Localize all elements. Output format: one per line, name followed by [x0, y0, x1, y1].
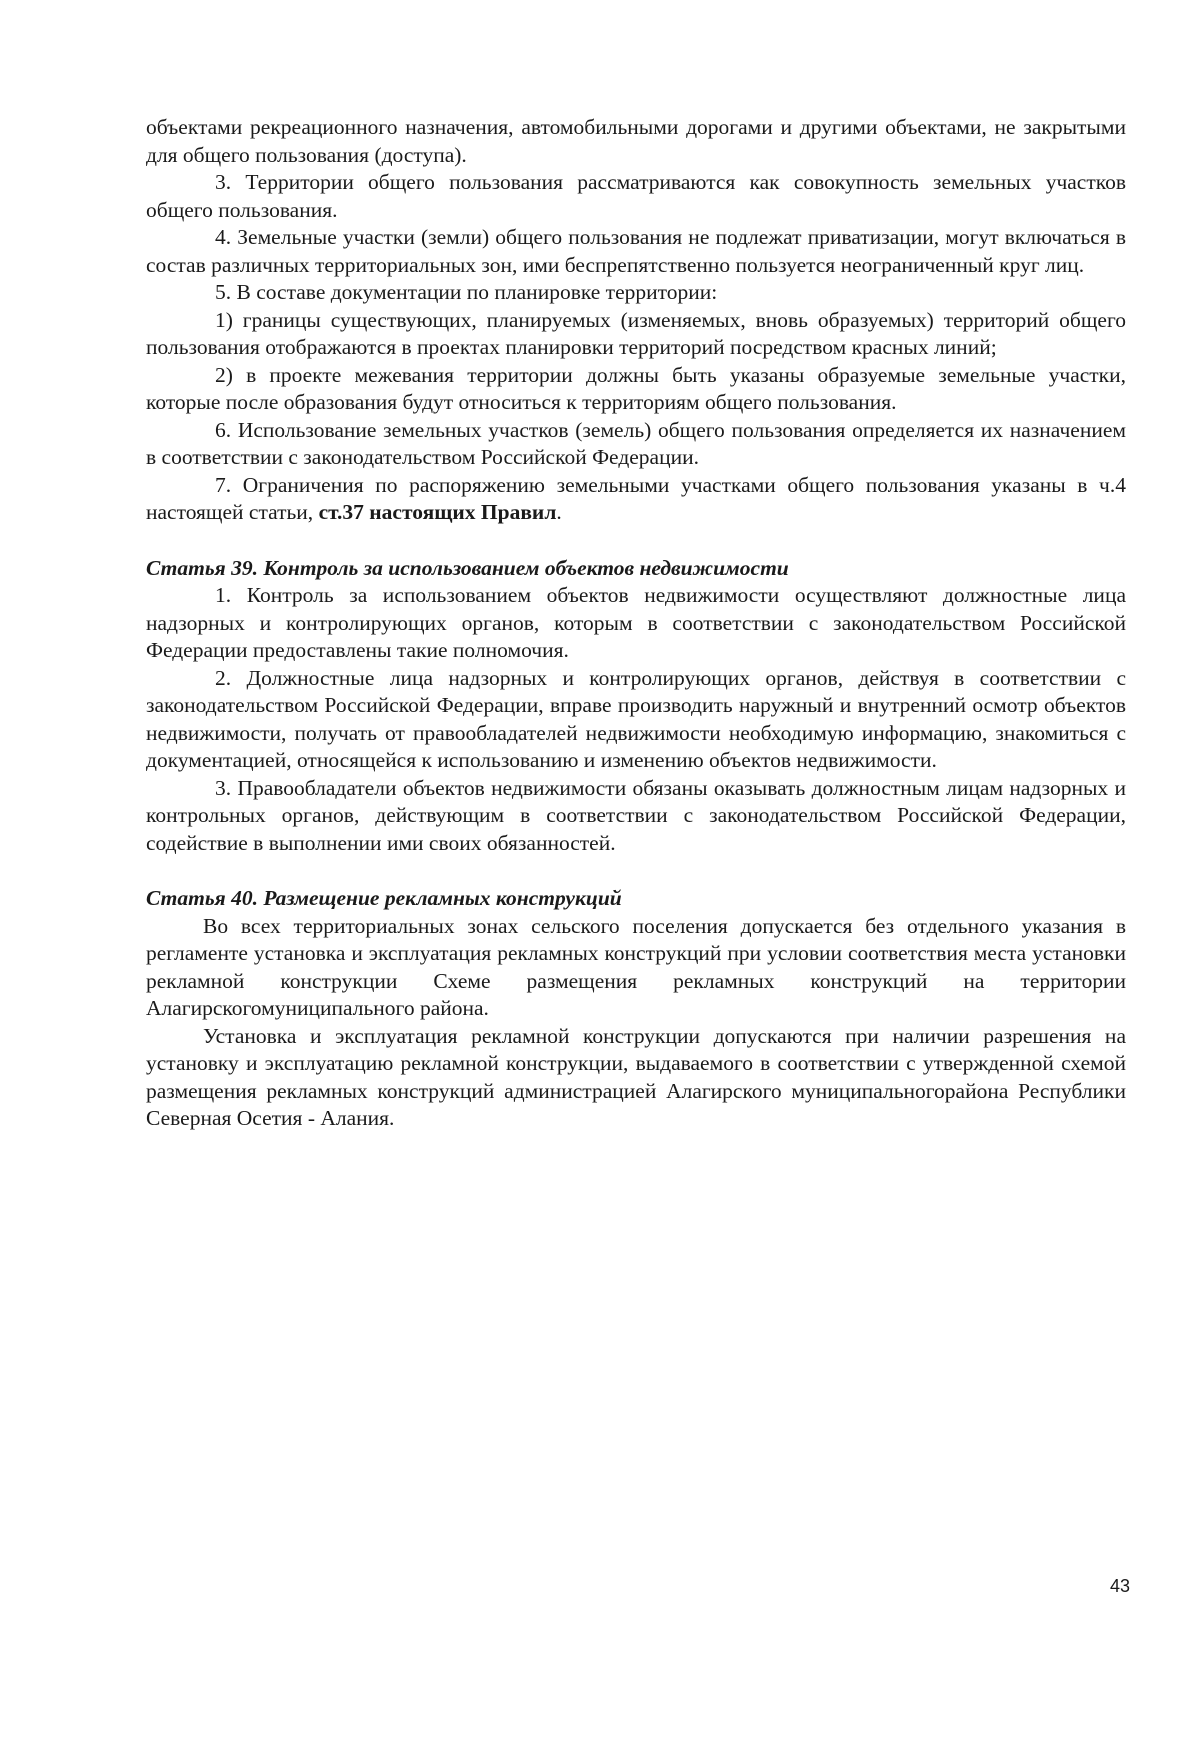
paragraph-subitem-1: 1) границы существующих, планируемых (изменяемых, вновь образуемых) территорий общего пользования отображаются в проектах планировки территорий посредством красных линий;: [146, 307, 1126, 359]
paragraph-continuation: объектами рекреационного назначения, автомобильными дорогами и другими объектами, не закрытыми для общего пользования (доступа).: [146, 115, 1126, 167]
article-40-paragraph-2: Установка и эксплуатация рекламной конструкции допускаются при наличии разрешения на установку и эксплуатацию рекламной конструкции, выдаваемого в соответствии с утвержденной схемой размещения рекламных конструкций администрацией Алагирского муниципальногорайона Республики Северная Осетия - Алания.: [146, 1023, 1126, 1130]
article-39-paragraph-2: 2. Должностные лица надзорных и контролирующих органов, действуя в соответствии с законодательством Российской Федерации, вправе производить наружный и внутренний осмотр объектов недвижимости, получать от правообладателей недвижимости необходимую информацию, знакомиться с документацией, относящейся к использованию и изменению объектов недвижимости.: [146, 665, 1126, 772]
paragraph-item-3: 3. Территории общего пользования рассматриваются как совокупность земельных участков общего пользования.: [146, 170, 1126, 222]
article-39-paragraph-1: 1. Контроль за использованием объектов недвижимости осуществляют должностные лица надзорных и контролирующих органов, которым в соответствии с законодательством Российской Федерации предоставлены такие полномочия.: [146, 583, 1126, 662]
paragraph-item-6: 6. Использование земельных участков (земель) общего пользования определяется их назначением в соответствии с законодательством Российской Федерации.: [146, 417, 1126, 469]
spacer: [146, 857, 1126, 885]
paragraph-item-5: 5. В составе документации по планировке территории:: [215, 280, 718, 304]
article-40-paragraph-1: Во всех территориальных зонах сельского поселения допускается без отдельного указания в регламенте установка и эксплуатация рекламных конструкций при условии соответствия места установки рекламной конструкции Схеме размещения рекламных конструкций на территории Алагирскогомуниципального района.: [146, 913, 1126, 1020]
rules-reference: ст.37 настоящих Правил: [318, 500, 557, 524]
article-40-heading: Статья 40. Размещение рекламных конструкций: [146, 886, 622, 910]
paragraph-item-7-text: 7. Ограничения по распоряжению земельными участками общего пользования указаны в ч.4 настоящей статьи,: [146, 472, 1126, 524]
paragraph-subitem-2: 2) в проекте межевания территории должны быть указаны образуемые земельные участки, которые после образования будут относиться к территориям общего пользования.: [146, 362, 1126, 414]
paragraph-item-4: 4. Земельные участки (земли) общего пользования не подлежат приватизации, могут включаться в состав различных территориальных зон, ими беспрепятственно пользуется неограниченный круг лиц.: [146, 225, 1126, 277]
article-39-paragraph-3: 3. Правообладатели объектов недвижимости обязаны оказывать должностным лицам надзорных и контрольных органов, действующим в соответствии с законодательством Российской Федерации, содействие в выполнении ими своих обязанностей.: [146, 775, 1126, 855]
period: .: [556, 500, 562, 524]
page-content: [146, 114, 1126, 1133]
paragraph-item-7: [146, 472, 1126, 527]
page-number: 43: [1109, 1576, 1130, 1596]
spacer: [146, 527, 1126, 555]
article-39-heading: Статья 39. Контроль за использованием объектов недвижимости: [146, 555, 789, 580]
